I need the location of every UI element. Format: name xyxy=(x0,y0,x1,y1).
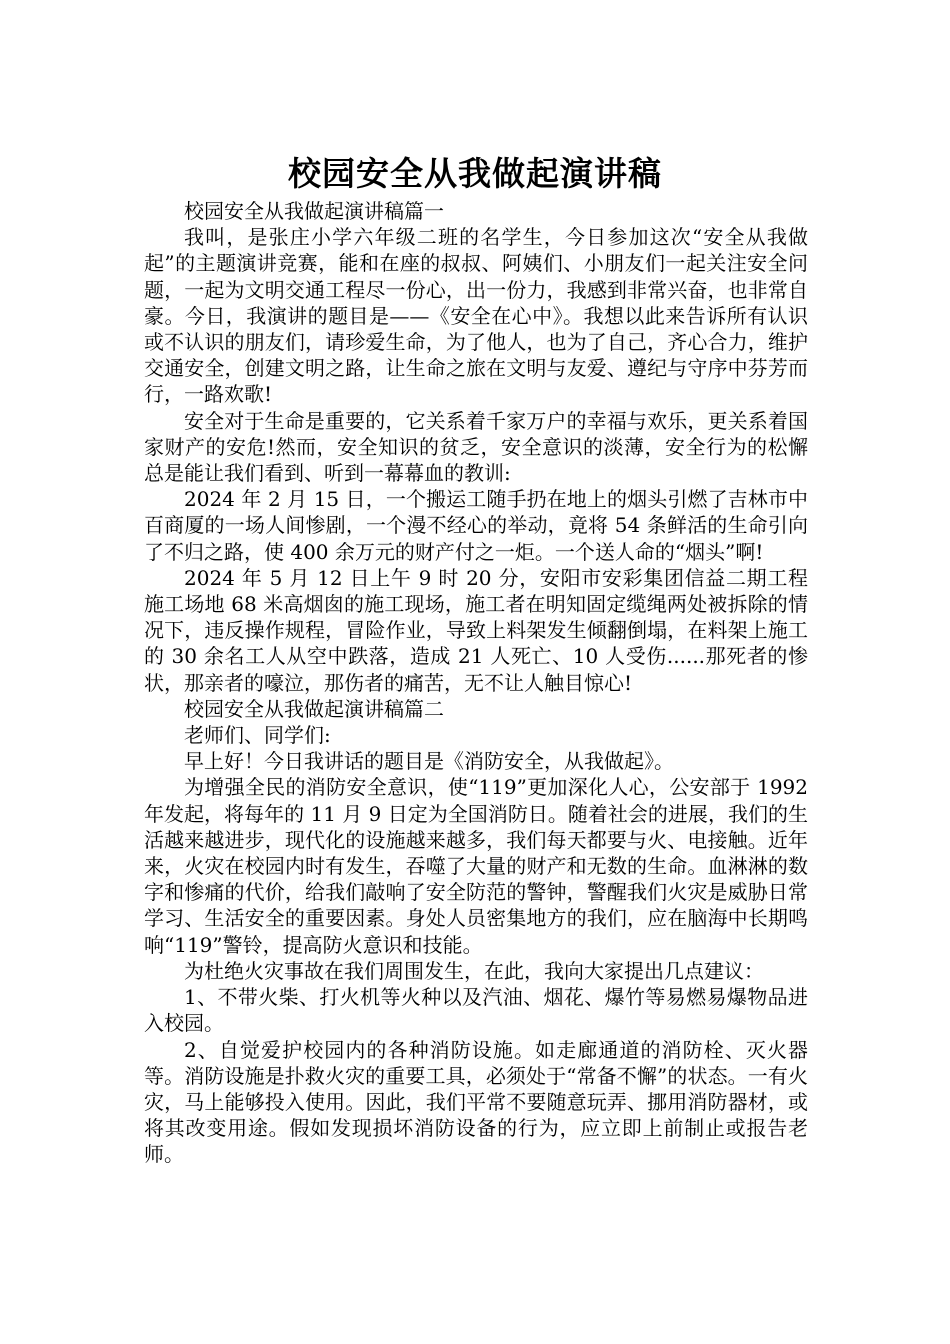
document-title: 校园安全从我做起演讲稿 xyxy=(288,154,662,194)
paragraph-anyang-accident: 2024 年 5 月 12 日上午 9 时 20 分，安阳市安彩集团信益二期工程施工场地 68 米高烟囱的施工现场，施工者在明知固定缆绳两处被拆除的情况下，违反操作规程，冒险作业，导致上料架发生倾翻倒塌，在料架上施工的 30 余名工人从空中跌落，造成 21 人死亡、10 人受伤......那死者的惨状，那亲者的嚎泣，那伤者的痛苦，无不让人触目惊心! xyxy=(144,565,808,695)
document-body xyxy=(144,198,808,1168)
paragraph-suggestions-intro: 为杜绝火灾事故在我们周围发生，在此，我向大家提出几点建议： xyxy=(184,958,764,983)
paragraph-introduction: 我叫，是张庄小学六年级二班的名学生，今日参加这次“安全从我做起”的主题演讲竞赛，能和在座的叔叔、阿姨们、小朋友们一起关注安全问题，一起为文明交通工程尽一份心，出一份力，我感到非常兴奋，也非常自豪。今日，我演讲的题目是——《安全在心中》。我想以此来告诉所有认识或不认识的朋友们，请珍爱生命，为了他人，也为了自己，齐心合力，维护交通安全，创建文明之路，让生命之旅在文明与友爱、遵纪与守序中芬芳而行，一路欢歌! xyxy=(144,225,808,407)
paragraph-fire-day: 为增强全民的消防安全意识，使“119”更加深化人心，公安部于 1992 年发起，将每年的 11 月 9 日定为全国消防日。随着社会的进展，我们的生活越来越进步，现代化的设施越来越多，我们每天都要与火、电接触。近年来，火灾在校园内时有发生，吞噬了大量的财产和无数的生命。血淋淋的数字和惨痛的代价，给我们敲响了安全防范的警钟，警醒我们火灾是威胁日常学习、生活安全的重要因素。身处人员密集地方的我们，应在脑海中长期鸣响“119”警铃，提高防火意识和技能。 xyxy=(144,775,808,957)
paragraph-jilin-fire: 2024 年 2 月 15 日，一个搬运工随手扔在地上的烟头引燃了吉林市中百商厦的一场人间惨剧，一个漫不经心的举动，竟将 54 条鲜活的生命引向了不归之路，使 400 余万元的财产付之一炬。一个送人命的“烟头”啊! xyxy=(144,487,808,564)
paragraph-topic: 早上好！今日我讲话的题目是《消防安全，从我做起》。 xyxy=(184,749,674,774)
section-heading-1: 校园安全从我做起演讲稿篇一 xyxy=(184,199,444,223)
paragraph-safety-importance: 安全对于生命是重要的，它关系着千家万户的幸福与欢乐，更关系着国家财产的安危!然而，安全知识的贫乏，安全意识的淡薄，安全行为的松懈总是能让我们看到、听到一幕幕血的教训: xyxy=(144,408,808,486)
list-item-suggestion-2: 2、自觉爱护校园内的各种消防设施。如走廊通道的消防栓、灭火器等。消防设施是扑救火灾的重要工具，必须处于“常备不懈”的状态。一有火灾，马上能够投入使用。因此，我们平常不要随意玩弄、挪用消防器材，或将其改变用途。假如发现损坏消防设备的行为，应立即上前制止或报告老师。 xyxy=(144,1037,808,1167)
section-heading-2: 校园安全从我做起演讲稿篇二 xyxy=(184,696,444,721)
paragraph-greeting: 老师们、同学们: xyxy=(184,723,331,748)
list-item-suggestion-1: 1、不带火柴、打火机等火种以及汽油、烟花、爆竹等易燃易爆物品进入校园。 xyxy=(144,985,808,1036)
